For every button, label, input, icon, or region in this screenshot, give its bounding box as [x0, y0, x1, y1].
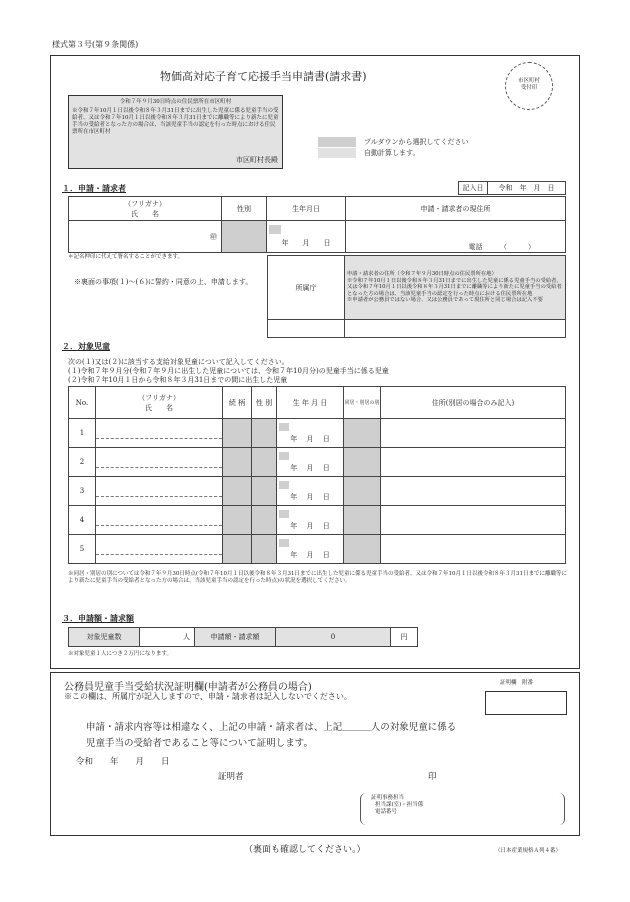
cert-note: ※この欄は、所属庁が記入しますので、申請・請求者は記入しないでください。	[64, 692, 352, 701]
dob-fields: 年 月 日	[281, 239, 331, 247]
municipality-header: 令和７年９月30日時点の住民票所在市区町村	[119, 99, 232, 105]
auto-legend-swatch	[318, 148, 356, 158]
col-name-label: 氏 名	[145, 403, 173, 412]
municipality-note: ※令和７年10月１日以後令和８年３月31日までに出生した児童に係る児童手当の受給者、又は令和７年10月１日以後令和８年３月31日までに離職等により新たに児童手当の受給者となった方の場合は、当該児童手当の認定を行った時点における住民票所在市区町村	[72, 107, 279, 135]
section2-intro1: 次の(１)又は(２)に該当する支給対象児童について記入してください。	[68, 358, 289, 366]
child-no: 2	[69, 448, 96, 477]
child-cohab-select[interactable]	[344, 535, 381, 564]
furigana-label: （フリガナ）	[124, 199, 166, 208]
child-dob-field[interactable]	[277, 506, 344, 535]
child-dob-fields: 年 月 日	[290, 521, 330, 530]
entry-date-field[interactable]: 令和 年 月 日	[488, 182, 566, 195]
entry-date-label: 記入日	[459, 182, 488, 195]
child-era-select[interactable]	[279, 539, 289, 547]
children-table	[68, 386, 566, 564]
child-gender-select[interactable]	[252, 477, 277, 506]
section3-heading: ３．申請額・請求額	[62, 613, 134, 623]
phone-label: 電話 （ ）	[468, 243, 535, 251]
col-no: No.	[69, 387, 96, 419]
affiliation-field[interactable]	[268, 320, 345, 338]
applicant-table	[68, 196, 566, 253]
child-address-field[interactable]	[381, 506, 566, 535]
contact-line3: 電話番号	[375, 808, 398, 815]
contact-bracket	[360, 793, 565, 825]
col-gender: 性 別	[252, 387, 277, 419]
child-no: 4	[69, 506, 96, 535]
affiliation-label: 所属庁	[268, 256, 345, 320]
seal-mark: ㊞	[210, 232, 217, 241]
form-title: 物価高対応子育て応援手当申請書(請求書)	[160, 70, 367, 83]
municipality-head-label: 市区町村長殿	[236, 156, 278, 165]
child-no: 3	[69, 477, 96, 506]
child-era-select[interactable]	[279, 481, 289, 489]
child-furigana-field[interactable]	[96, 486, 222, 497]
auto-legend-text: 自動計算します。	[364, 149, 420, 157]
cert-number-field[interactable]	[485, 691, 567, 715]
section2-heading: ２．対象児童	[62, 341, 110, 351]
dropdown-legend-text: プルダウンから選択してください	[364, 138, 469, 146]
col-furigana: （フリガナ）	[138, 393, 180, 402]
era-select[interactable]	[269, 225, 281, 234]
child-dob-fields: 年 月 日	[290, 463, 330, 472]
child-address-field[interactable]	[381, 535, 566, 564]
pledge-text: ※裏面の事項(１)～(６)に誓約・同意の上、申請します。	[74, 278, 253, 286]
child-dob-field[interactable]	[277, 477, 344, 506]
child-name-field[interactable]	[96, 477, 223, 506]
section1-heading: １．申請・請求者	[62, 183, 126, 193]
applicant-name-field[interactable]	[69, 221, 222, 253]
child-row	[69, 477, 566, 506]
cert-heading: 公務員児童手当受給状況証明欄(申請者が公務員の場合)	[64, 682, 312, 693]
amount-table	[68, 627, 418, 647]
child-name-field[interactable]	[96, 535, 223, 564]
applicant-address-field[interactable]	[346, 221, 566, 253]
child-name-field[interactable]	[96, 419, 223, 448]
child-gender-select[interactable]	[252, 506, 277, 535]
section2-footnote: ※同居・別居の別については令和７年９月30日時点(令和７年10月１日以後令和８年３月31日までに出生した児童に係る児童手当の受給者、又は令和７年10月１日以後令和８年３月31日までに離職等により新たに児童手当の受給者となった方の場合は、当該児童手当の認定を行った時点)の状況を選択してください。	[68, 571, 568, 584]
child-relation-select[interactable]	[223, 535, 252, 564]
back-notice: （裏面も確認してください。）	[244, 845, 366, 855]
certifier-label: 証明者	[218, 772, 244, 782]
child-gender-select[interactable]	[252, 535, 277, 564]
child-relation-select[interactable]	[223, 419, 252, 448]
child-count-field[interactable]	[140, 628, 195, 647]
child-address-field[interactable]	[381, 419, 566, 448]
address-header: 申請・請求者の現住所	[346, 197, 566, 221]
col-cohab: 同居・別居の別	[344, 387, 381, 419]
entry-date-table	[458, 181, 566, 195]
dob-header: 生年月日	[267, 197, 346, 221]
child-dob-fields: 年 月 日	[290, 434, 330, 443]
child-dob-field[interactable]	[277, 419, 344, 448]
amount-label: 申請額・請求額	[195, 628, 276, 647]
amount-note: ※対象児童１人につき２万円になります。	[68, 651, 172, 657]
affiliation-address-note: 申請・請求者の住所（令和７年９月30日時点の住民票所在地） ※令和７年10月１日以後令和８年３月31日までに出生した児童に係る児童手当の受給者、又は令和７年10月１日以後令和８年３月31日までに離職等により新たに児童手当の受給者となった方の場合は、当該児童手当の認定を行った時点における住民票所在地 ※申請者が公務員ではない場合、又は公務員であって現住所と同じ場合は記入不要	[345, 256, 566, 320]
child-furigana-field[interactable]	[96, 428, 222, 439]
child-name-field[interactable]	[96, 506, 223, 535]
cert-body1: 申請・請求内容等は相違なく、上記の申請・請求者は、上記＿＿＿人の対象児童に係る	[86, 722, 457, 733]
child-era-select[interactable]	[279, 423, 289, 431]
child-gender-select[interactable]	[252, 448, 277, 477]
child-dob-field[interactable]	[277, 448, 344, 477]
child-furigana-field[interactable]	[96, 457, 222, 468]
child-name-field[interactable]	[96, 448, 223, 477]
gender-header: 性別	[222, 197, 267, 221]
contact-line1: 証明事務担当	[371, 795, 405, 801]
receipt-stamp-circle	[505, 62, 553, 110]
name-label: 氏 名	[131, 209, 159, 218]
child-dob-field[interactable]	[277, 535, 344, 564]
applicant-dob-field[interactable]	[267, 221, 346, 253]
cert-date: 令和 年 月 日	[76, 757, 170, 767]
child-relation-select[interactable]	[223, 506, 252, 535]
col-address: 住所(別居の場合のみ記入)	[381, 387, 566, 419]
child-era-select[interactable]	[279, 510, 289, 518]
affiliation-address-field[interactable]	[345, 320, 566, 338]
child-gender-select[interactable]	[252, 419, 277, 448]
col-relation: 続 柄	[223, 387, 252, 419]
child-furigana-field[interactable]	[96, 515, 222, 526]
child-furigana-field[interactable]	[96, 544, 222, 555]
section2-intro2: (１)令和７年９月分(令和７年９月に出生した児童については、令和７年10月分)の児童手当に係る児童	[68, 367, 389, 375]
cert-number-label: 証明欄 附番	[500, 680, 534, 686]
child-cohab-select[interactable]	[344, 477, 381, 506]
child-row	[69, 535, 566, 564]
contact-line2: 担当課(室)・担当係	[375, 801, 424, 808]
affiliation-table	[267, 255, 566, 338]
child-row	[69, 419, 566, 448]
child-row	[69, 448, 566, 477]
child-row	[69, 506, 566, 535]
child-address-field[interactable]	[381, 448, 566, 477]
child-era-select[interactable]	[279, 452, 289, 460]
child-count-unit: 人	[183, 633, 190, 641]
section2-intro3: (２)令和７年10月１日から令和８年３月31日までの間に出生した児童	[68, 376, 288, 384]
child-cohab-select[interactable]	[344, 419, 381, 448]
sign-note: ＊記名押印に代えて署名することができます。	[68, 254, 184, 260]
cert-seal: 印	[428, 772, 437, 782]
amount-value: 0	[276, 628, 391, 647]
form-code: 様式第３号(第９条関係)	[52, 40, 139, 49]
child-no: 5	[69, 535, 96, 564]
child-cohab-select[interactable]	[344, 448, 381, 477]
paper-spec: （日本産業規格Ａ列４番）	[495, 848, 562, 854]
cert-body2: 児童手当の受給者であること等について証明します。	[86, 738, 314, 749]
municipality-box	[68, 95, 283, 169]
child-dob-fields: 年 月 日	[290, 550, 330, 559]
amount-unit: 円	[391, 628, 418, 647]
applicant-gender-select[interactable]	[222, 221, 267, 253]
child-no: 1	[69, 419, 96, 448]
child-relation-select[interactable]	[223, 448, 252, 477]
col-name	[96, 387, 223, 419]
child-address-field[interactable]	[381, 477, 566, 506]
dropdown-legend-swatch	[318, 137, 356, 147]
col-dob: 生 年 月 日	[277, 387, 344, 419]
child-cohab-select[interactable]	[344, 506, 381, 535]
child-dob-fields: 年 月 日	[290, 492, 330, 501]
child-count-label: 対象児童数	[69, 628, 140, 647]
child-relation-select[interactable]	[223, 477, 252, 506]
applicant-name-header	[69, 197, 222, 221]
receipt-stamp-label: 市区町村 受付印	[517, 78, 540, 91]
